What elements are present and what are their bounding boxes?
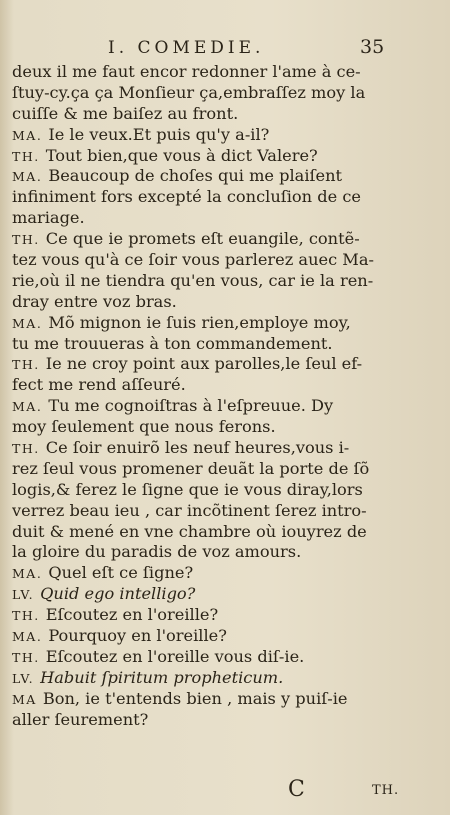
line-text: Ie le veux.Et puis qu'y a-il?: [48, 124, 270, 144]
line-text: Ce que ie promets eſt euangile, contẽ-: [45, 229, 360, 249]
text-line: [12, 313, 402, 334]
dialogue-text: [12, 62, 402, 731]
line-text: ſtuy-cy.ça ça Monſieur ça,embraſſez moy la: [12, 82, 366, 102]
text-line: [12, 438, 402, 459]
speaker-label: LV.: [12, 587, 35, 603]
text-line: [12, 647, 402, 668]
text-line: [12, 250, 402, 271]
line-text: Quel eſt ce ſigne?: [48, 563, 194, 583]
signature-mark: C: [288, 777, 305, 802]
line-text: Bon, ie t'entends bien , mais y puiſ-ie: [42, 688, 348, 708]
speaker-label: TH.: [12, 649, 40, 665]
text-line: [12, 187, 402, 208]
text-line: [12, 542, 402, 563]
text-line: [12, 522, 402, 543]
text-line: [12, 605, 402, 626]
text-line: [12, 689, 402, 710]
text-line: [12, 668, 402, 689]
speaker-label: LV.: [12, 670, 35, 686]
line-text: Ce ſoir enuirõ les neuf heures,vous i-: [45, 438, 350, 458]
speaker-label: MA.: [12, 127, 43, 143]
line-text: dray entre voz bras.: [12, 291, 177, 311]
line-text: Mõ mignon ie ſuis rien,employe moy,: [48, 312, 351, 332]
speaker-label: TH.: [12, 441, 40, 457]
running-title: I. COMEDIE.: [108, 38, 265, 58]
catchword: TH.: [372, 783, 400, 798]
page-number: 35: [360, 36, 385, 58]
speaker-label: MA.: [12, 169, 43, 185]
line-text: la gloire du paradis de voz amours.: [12, 542, 302, 562]
text-line: [12, 354, 402, 375]
text-line: [12, 480, 402, 501]
line-text: Beaucoup de choſes qui me plaiſent: [48, 166, 343, 186]
text-line: [12, 334, 402, 355]
text-line: [12, 710, 402, 731]
line-text: infiniment fors excepté la concluſion de ce: [12, 187, 361, 207]
text-line: [12, 459, 402, 480]
speaker-label: MA.: [12, 629, 43, 645]
text-line: [12, 166, 402, 187]
line-text: Tu me cognoiſtras à l'eſpreuue. Dy: [48, 396, 334, 416]
line-text: aller ſeurement?: [12, 709, 149, 729]
line-text: moy ſeulement que nous ferons.: [12, 417, 276, 437]
line-text: duit & mené en vne chambre où iouyrez de: [12, 521, 367, 541]
latin-line-text: Habuit ſpiritum propheticum.: [40, 667, 284, 687]
line-text: cuiſſe & me baiſez au front.: [12, 103, 239, 123]
text-line: [12, 626, 402, 647]
speaker-label: MA.: [12, 399, 43, 415]
line-text: Eſcoutez en l'oreille vous diſ-ie.: [45, 646, 305, 666]
line-text: Pourquoy en l'oreille?: [48, 626, 227, 646]
speaker-label: MA.: [12, 566, 43, 582]
line-text: verrez beau ieu , car incõtinent ſerez intro-: [12, 500, 367, 520]
speaker-label: TH.: [12, 608, 40, 624]
speaker-label: MA.: [12, 315, 43, 331]
line-text: Eſcoutez en l'oreille?: [45, 605, 219, 625]
text-line: [12, 125, 402, 146]
text-line: [12, 62, 402, 83]
speaker-label: TH.: [12, 148, 40, 164]
line-text: fect me rend aſſeuré.: [12, 375, 186, 395]
text-line: [12, 417, 402, 438]
text-line: [12, 584, 402, 605]
text-line: [12, 208, 402, 229]
text-line: [12, 501, 402, 522]
text-line: [12, 146, 402, 167]
speaker-label: TH.: [12, 357, 40, 373]
text-line: [12, 104, 402, 125]
line-text: tu me trouueras à ton commandement.: [12, 333, 333, 353]
line-text: rez ſeul vous promener deuãt la porte de ſõ: [12, 458, 370, 478]
text-line: [12, 396, 402, 417]
text-line: [12, 292, 402, 313]
line-text: tez vous qu'à ce ſoir vous parlerez auec Ma-: [12, 250, 374, 270]
line-text: Ie ne croy point aux parolles,le ſeul ef-: [45, 354, 363, 374]
running-head: [0, 38, 450, 62]
latin-line-text: Quid ego intelligo?: [40, 584, 196, 604]
line-text: Tout bien,que vous à dict Valere?: [45, 145, 318, 165]
line-text: logis,& ferez le ſigne que ie vous diray,lors: [12, 479, 363, 499]
line-text: deux il me faut encor redonner l'ame à ce-: [12, 62, 361, 81]
line-text: rie,où il ne tiendra qu'en vous, car ie la ren-: [12, 270, 374, 290]
speaker-label: TH.: [12, 232, 40, 248]
text-line: [12, 563, 402, 584]
page-footer: [0, 777, 450, 807]
line-text: mariage.: [12, 208, 85, 228]
text-line: [12, 375, 402, 396]
text-line: [12, 271, 402, 292]
speaker-label: MA: [12, 691, 37, 707]
text-line: [12, 229, 402, 250]
text-line: [12, 83, 402, 104]
